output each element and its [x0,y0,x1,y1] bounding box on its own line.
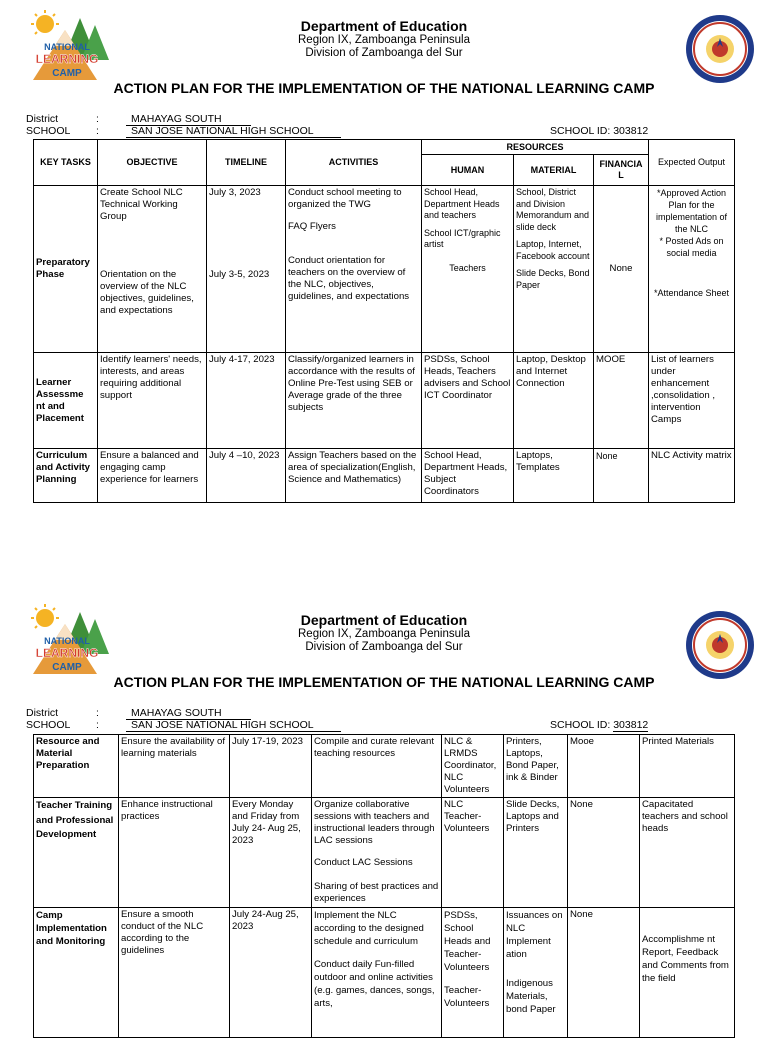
material-cell: Laptops, Templates [514,449,594,503]
district-value: MAHAYAG SOUTH [126,113,251,126]
output-text: *Attendance Sheet [653,288,730,298]
table-row [34,798,735,908]
division-name: Division of Zamboanga del Sur [305,47,463,59]
activity-text: FAQ Flyers [288,221,336,232]
material-text: Issuances on NLC Implement ation [506,910,563,960]
col-human: HUMAN [422,155,514,186]
table-row [34,735,735,798]
objective-cell: Ensure a smooth conduct of the NLC according to the guidelines [119,908,230,1038]
timeline-cell: July 4-17, 2023 [207,353,286,449]
timeline-text: July 3, 2023 [209,187,261,198]
page-title: ACTION PLAN FOR THE IMPLEMENTATION OF THE NATIONAL LEARNING CAMP [113,674,655,690]
financial-cell: None [594,449,649,503]
activity-text: Organize collaborative sessions with teachers and instructional leaders through LAC sessions [314,799,435,846]
material-cell: Printers, Laptops, Bond Paper, ink & Binder [504,735,568,798]
district-label: District [26,707,59,719]
human-cell: NLC & LRMDS Coordinator, NLC Volunteers [442,735,504,798]
action-plan-table-page-2 [33,734,735,1038]
document-header [0,612,768,654]
human-text: Teachers [449,262,486,273]
col-key-tasks: KEY TASKS [34,140,98,186]
activity-text: Sharing of best practices and experiences [314,881,439,904]
objective-cell: Identify learners' needs, interests, and areas requiring additional support [98,353,207,449]
col-objective: OBJECTIVE [98,140,207,186]
school-value: SAN JOSE NATIONAL HIGH SCHOOL [126,125,341,138]
output-cell: NLC Activity matrix [649,449,735,503]
human-cell: School Head, Department Heads, Subject Coordinators [422,449,514,503]
output-cell: Printed Materials [640,735,735,798]
material-text: Laptop, Internet, Facebook account [516,239,590,261]
district-colon: : [96,707,99,719]
timeline-cell: July 24-Aug 25, 2023 [230,908,312,1038]
logo-text-camp: CAMP [52,662,82,673]
activities-cell: Classify/organized learners in accordance with the results of Online Pre-Test using SEB or Average grade of the three subjects [286,353,422,449]
school-info [26,113,356,141]
school-colon: : [96,125,99,137]
document-header [0,18,768,60]
human-cell: NLC Teacher-Volunteers [442,798,504,908]
key-task-cell: Camp Implementation and Monitoring [34,908,119,1038]
material-cell: Laptop, Desktop and Internet Connection [514,353,594,449]
objective-cell: Ensure a balanced and engaging camp experience for learners [98,449,207,503]
activities-cell [312,908,442,1038]
human-cell [422,186,514,353]
col-resources: RESOURCES [422,140,649,155]
key-task-cell: Teacher Training and Professional Development [34,798,119,908]
timeline-cell: July 4 –10, 2023 [207,449,286,503]
activity-text: Conduct LAC Sessions [314,857,413,868]
school-info [26,707,356,735]
objective-text: Orientation on the overview of the NLC objectives, guidelines, and expectations [100,269,194,316]
table-row [34,449,735,503]
activity-text: Conduct school meeting to organized the TWG [288,187,402,210]
school-label: SCHOOL [26,719,71,731]
financial-cell: None [594,186,649,353]
table-row [34,353,735,449]
financial-cell: MOOE [594,353,649,449]
objective-cell: Enhance instructional practices [119,798,230,908]
action-plan-table-page-1 [33,139,735,503]
logo-text-national: NATIONAL [44,42,90,52]
logo-text-camp: CAMP [52,68,82,79]
key-task-cell: Resource and Material Preparation [34,735,119,798]
department-name: Department of Education [300,612,468,628]
col-expected-output: Expected Output [649,140,735,186]
material-text: School, District and Division Memorandum and slide deck [516,187,590,232]
activity-text: Conduct orientation for teachers on the overview of the NLC, objectives, guidelines, and expectations [288,255,410,302]
department-name: Department of Education [300,18,468,34]
school-id [550,719,648,731]
output-cell [649,186,735,353]
timeline-cell [207,186,286,353]
school-id-value: 303812 [613,719,649,731]
activity-text: Conduct daily Fun-filled outdoor and online activities (e.g. games, dances, songs, arts, [314,959,435,1009]
human-text: PSDSs, School Heads and Teacher-Volunteers [444,910,491,973]
district-label: District [26,113,59,125]
region-name: Region IX, Zamboanga Peninsula [298,628,470,640]
material-text: Indigenous Materials, bond Paper [506,978,556,1015]
page-title: ACTION PLAN FOR THE IMPLEMENTATION OF THE NATIONAL LEARNING CAMP [113,80,655,96]
human-cell [442,908,504,1038]
region-name: Region IX, Zamboanga Peninsula [298,34,470,46]
school-id [550,125,648,137]
output-cell: List of learners under enhancement ,consolidation , intervention Camps [649,353,735,449]
col-material: MATERIAL [514,155,594,186]
col-activities: ACTIVITIES [286,140,422,186]
col-timeline: TIMELINE [207,140,286,186]
objective-cell: Ensure the availability of learning materials [119,735,230,798]
material-cell [504,908,568,1038]
school-value: SAN JOSE NATIONAL HIGH SCHOOL [126,719,341,732]
human-text: School Head, Department Heads and teachers [424,187,500,220]
output-cell [640,908,735,1038]
output-text: * Posted Ads on social media [659,236,724,258]
output-text: *Approved Action Plan for the implementation of the NLC [655,188,728,234]
table-header-row [34,140,735,155]
district-value: MAHAYAG SOUTH [126,707,251,720]
division-name: Division of Zamboanga del Sur [305,641,463,653]
logo-text-national: NATIONAL [44,636,90,646]
school-colon: : [96,719,99,731]
material-cell [514,186,594,353]
table-row [34,186,735,353]
activities-cell: Compile and curate relevant teaching resources [312,735,442,798]
financial-cell: None [568,798,640,908]
table-row [34,908,735,1038]
timeline-cell: July 17-19, 2023 [230,735,312,798]
col-financial: FINANCIA L [594,155,649,186]
financial-cell: Mooe [568,735,640,798]
output-cell: Capacitated teachers and school heads [640,798,735,908]
material-cell: Slide Decks, Laptops and Printers [504,798,568,908]
district-colon: : [96,113,99,125]
objective-cell [98,186,207,353]
human-cell: PSDSs, School Heads, Teachers advisers and School ICT Coordinator [422,353,514,449]
key-task-cell: Preparatory Phase [34,186,98,353]
financial-cell: None [568,908,640,1038]
timeline-text: July 3-5, 2023 [209,269,270,280]
activities-cell [312,798,442,908]
school-id-label: SCHOOL ID: [550,719,611,731]
logo-text-learning: LEARNING [35,646,99,660]
school-label: SCHOOL [26,125,71,137]
human-text: School ICT/graphic artist [424,227,501,249]
key-task-cell: Learner Assessme nt and Placement [34,353,98,449]
logo-text-learning: LEARNING [35,52,99,66]
school-id-value: 303812 [613,125,649,137]
key-task-cell: Curriculum and Activity Planning [34,449,98,503]
activities-cell: Assign Teachers based on the area of specialization(English, Science and Mathematics) [286,449,422,503]
timeline-cell: Every Monday and Friday from July 24- Aug 25, 2023 [230,798,312,908]
activity-text: Implement the NLC according to the designed schedule and curriculum [314,910,424,947]
human-text: Teacher-Volunteers [444,985,490,1009]
objective-text: Create School NLC Technical Working Group [100,187,183,222]
material-text: Slide Decks, Bond Paper [516,268,590,290]
output-text: Accomplishme nt Report, Feedback and Comments from the field [642,934,729,984]
activities-cell [286,186,422,353]
school-id-label: SCHOOL ID: [550,125,611,137]
